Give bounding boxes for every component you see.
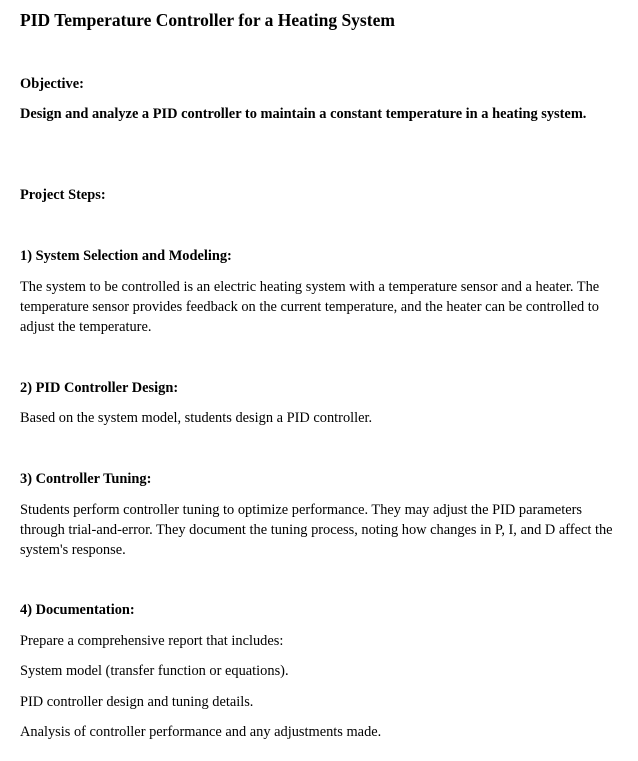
step-4-paragraph-3: PID controller design and tuning details.: [20, 694, 254, 710]
document-title: PID Temperature Controller for a Heating System: [20, 10, 395, 30]
step-3-paragraph: Students perform controller tuning to optimize performance. They may adjust the PID parameters through trial-and-error. They document the tuning process, noting how changes in P, I, and D affect the system's response.: [20, 502, 613, 558]
step-4-heading: 4) Documentation:: [20, 602, 135, 618]
step-2-heading: 2) PID Controller Design:: [20, 380, 179, 396]
step-2-paragraph: Based on the system model, students design a PID controller.: [20, 410, 373, 426]
step-1-paragraph: The system to be controlled is an electric heating system with a temperature sensor and a heater. The temperature sensor provides feedback on the current temperature, and the heater can be controlled to adjust the temperature.: [20, 279, 600, 335]
objective-heading: Objective:: [20, 76, 84, 92]
step-4-paragraph-2: System model (transfer function or equations).: [20, 663, 289, 679]
step-4-paragraph-1: Prepare a comprehensive report that includes:: [20, 633, 284, 649]
step-3-heading: 3) Controller Tuning:: [20, 471, 152, 487]
step-1-heading: 1) System Selection and Modeling:: [20, 248, 232, 264]
project-steps-heading: Project Steps:: [20, 187, 106, 203]
step-4-paragraph-4: Analysis of controller performance and any adjustments made.: [20, 724, 382, 740]
objective-text: Design and analyze a PID controller to maintain a constant temperature in a heating system.: [20, 106, 587, 122]
